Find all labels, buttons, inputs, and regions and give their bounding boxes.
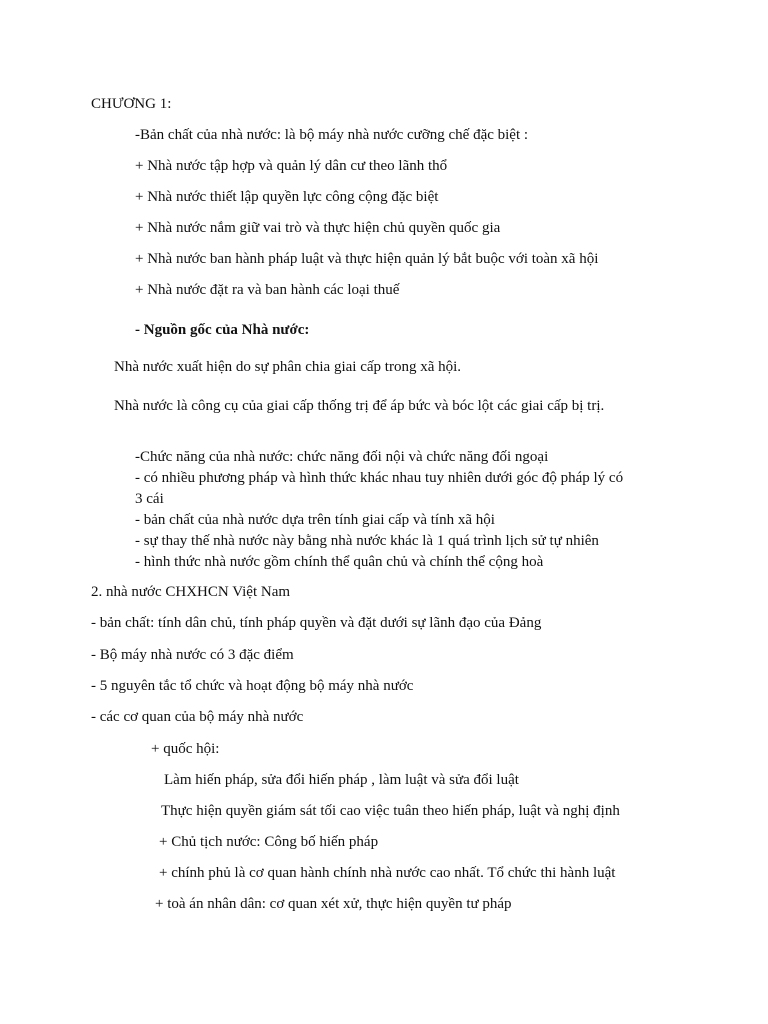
function-line: - hình thức nhà nước gồm chính thể quân chủ và chính thể cộng hoà: [135, 554, 544, 570]
section-2-line: - Bộ máy nhà nước có 3 đặc điểm: [91, 647, 294, 663]
function-line: - bản chất của nhà nước dựa trên tính giai cấp và tính xã hội: [135, 512, 495, 528]
function-line: - có nhiều phương pháp và hình thức khác nhau tuy nhiên dưới góc độ pháp lý có: [135, 470, 624, 486]
function-line: 3 cái: [135, 491, 164, 507]
section-2-line: - bản chất: tính dân chủ, tính pháp quyền và đặt dưới sự lãnh đạo của Đảng: [91, 615, 542, 631]
organ-national-assembly: + quốc hội:: [151, 741, 220, 757]
nature-point: + Nhà nước thiết lập quyền lực công cộng đặc biệt: [135, 189, 439, 205]
section-2-line: - 5 nguyên tắc tổ chức và hoạt động bộ máy nhà nước: [91, 678, 414, 694]
organ-court: + toà án nhân dân: cơ quan xét xử, thực hiện quyền tư pháp: [155, 896, 512, 912]
origin-heading: - Nguồn gốc của Nhà nước:: [135, 322, 310, 338]
organ-government: + chính phủ là cơ quan hành chính nhà nước cao nhất. Tổ chức thi hành luật: [159, 865, 616, 881]
nature-point: + Nhà nước đặt ra và ban hành các loại thuế: [135, 282, 400, 298]
origin-paragraph: Nhà nước xuất hiện do sự phân chia giai cấp trong xã hội.: [114, 359, 462, 375]
nature-point: + Nhà nước nắm giữ vai trò và thực hiện chủ quyền quốc gia: [135, 220, 501, 236]
assembly-duty: Thực hiện quyền giám sát tối cao việc tuân theo hiến pháp, luật và nghị định: [161, 803, 620, 819]
function-line: -Chức năng của nhà nước: chức năng đối nội và chức năng đối ngoại: [135, 449, 549, 465]
nature-intro: -Bản chất của nhà nước: là bộ máy nhà nước cưỡng chế đặc biệt :: [135, 127, 529, 143]
assembly-duty: Làm hiến pháp, sửa đổi hiến pháp , làm luật và sửa đổi luật: [164, 772, 519, 788]
nature-point: + Nhà nước tập hợp và quản lý dân cư theo lãnh thổ: [135, 158, 448, 174]
nature-point: + Nhà nước ban hành pháp luật và thực hiện quản lý bắt buộc với toàn xã hội: [135, 251, 599, 267]
section-2-line: - các cơ quan của bộ máy nhà nước: [91, 709, 304, 725]
section-2-title: 2. nhà nước CHXHCN Việt Nam: [91, 584, 291, 600]
function-line: - sự thay thế nhà nước này bằng nhà nước khác là 1 quá trình lịch sử tự nhiên: [135, 533, 599, 549]
organ-president: + Chủ tịch nước: Công bố hiến pháp: [159, 834, 379, 850]
origin-paragraph: Nhà nước là công cụ của giai cấp thống trị để áp bức và bóc lột các giai cấp bị trị.: [114, 398, 605, 414]
chapter-title: CHƯƠNG 1:: [91, 96, 172, 112]
